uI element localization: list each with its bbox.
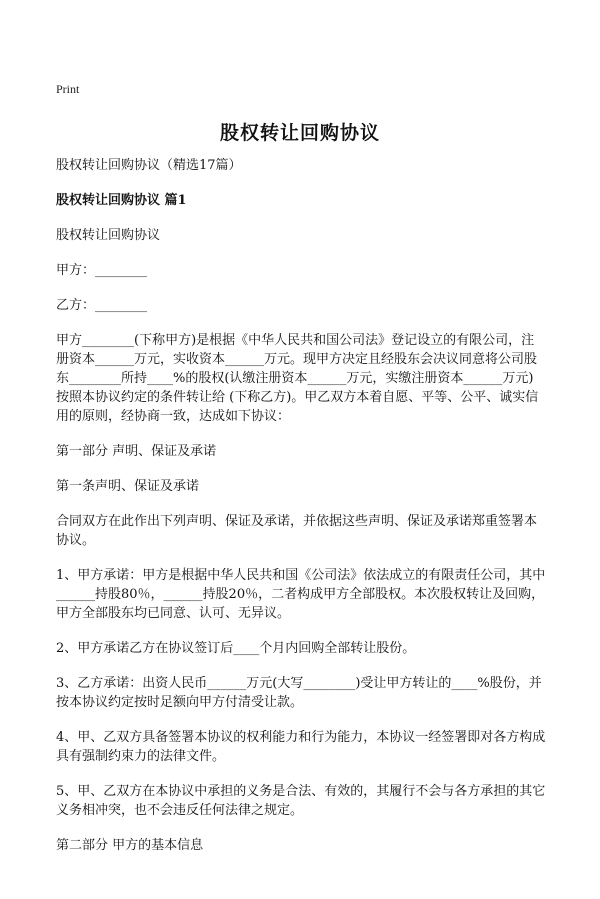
clause-5: 5、甲、乙双方在本协议中承担的义务是合法、有效的，其履行不会与各方承担的其它义务相冲突，也不会违反任何法律之规定。 <box>56 784 546 818</box>
document-title: 股权转让回购协议 <box>219 122 380 144</box>
article1-text: 合同双方在此作出下列声明、保证及承诺，并依据这些声明、保证及承诺郑重签署本协议。 <box>56 514 538 548</box>
article1-heading: 第一条声明、保证及承诺 <box>56 479 200 494</box>
clause-3: 3、乙方承诺：出资人民币______万元(大写________)受让甲方转让的____%股份，并按本协议约定按时足额向甲方付清受让款。 <box>56 676 542 710</box>
party-b-line: 乙方：________ <box>56 298 148 313</box>
document-subtitle: 股权转让回购协议（精选17篇） <box>56 158 242 173</box>
part2-heading: 第二部分 甲方的基本信息 <box>56 838 204 853</box>
part1-heading: 第一部分 声明、保证及承诺 <box>56 444 217 459</box>
clause-2: 2、甲方承诺乙方在协议签订后____个月内回购全部转让股份。 <box>56 641 416 656</box>
doc-name: 股权转让回购协议 <box>56 228 161 243</box>
clause-1: 1、甲方承诺：甲方是根据中华人民共和国《公司法》依法成立的有限责任公司，其中______持股80％，______持股20％，二者构成甲方全部股权。本次股权转让及回购，甲方全部股东均已同意、认可、无异议。 <box>56 568 546 621</box>
document-body <box>56 156 546 871</box>
print-label: Print <box>56 82 80 96</box>
section-heading: 股权转让回购协议 篇1 <box>56 193 187 208</box>
party-a-line: 甲方：________ <box>56 263 148 278</box>
intro-paragraph: 甲方________(下称甲方)是根据《中华人民共和国公司法》登记设立的有限公司，注册资本______万元，实收资本______万元。现甲方决定且经股东会决议同意将公司股东________所持____%的股权(认缴注册资本______万元，实缴注册资本______万元)按照本协议约定的条件转让给 (下称乙方)。甲乙双方本着自愿、平等、公平、诚实信用的原则，经协商一致，达成如下协议： <box>56 333 539 424</box>
clause-4: 4、甲、乙双方具备签署本协议的权利能力和行为能力，本协议一经签署即对各方构成具有强制约束力的法律文件。 <box>56 730 546 764</box>
